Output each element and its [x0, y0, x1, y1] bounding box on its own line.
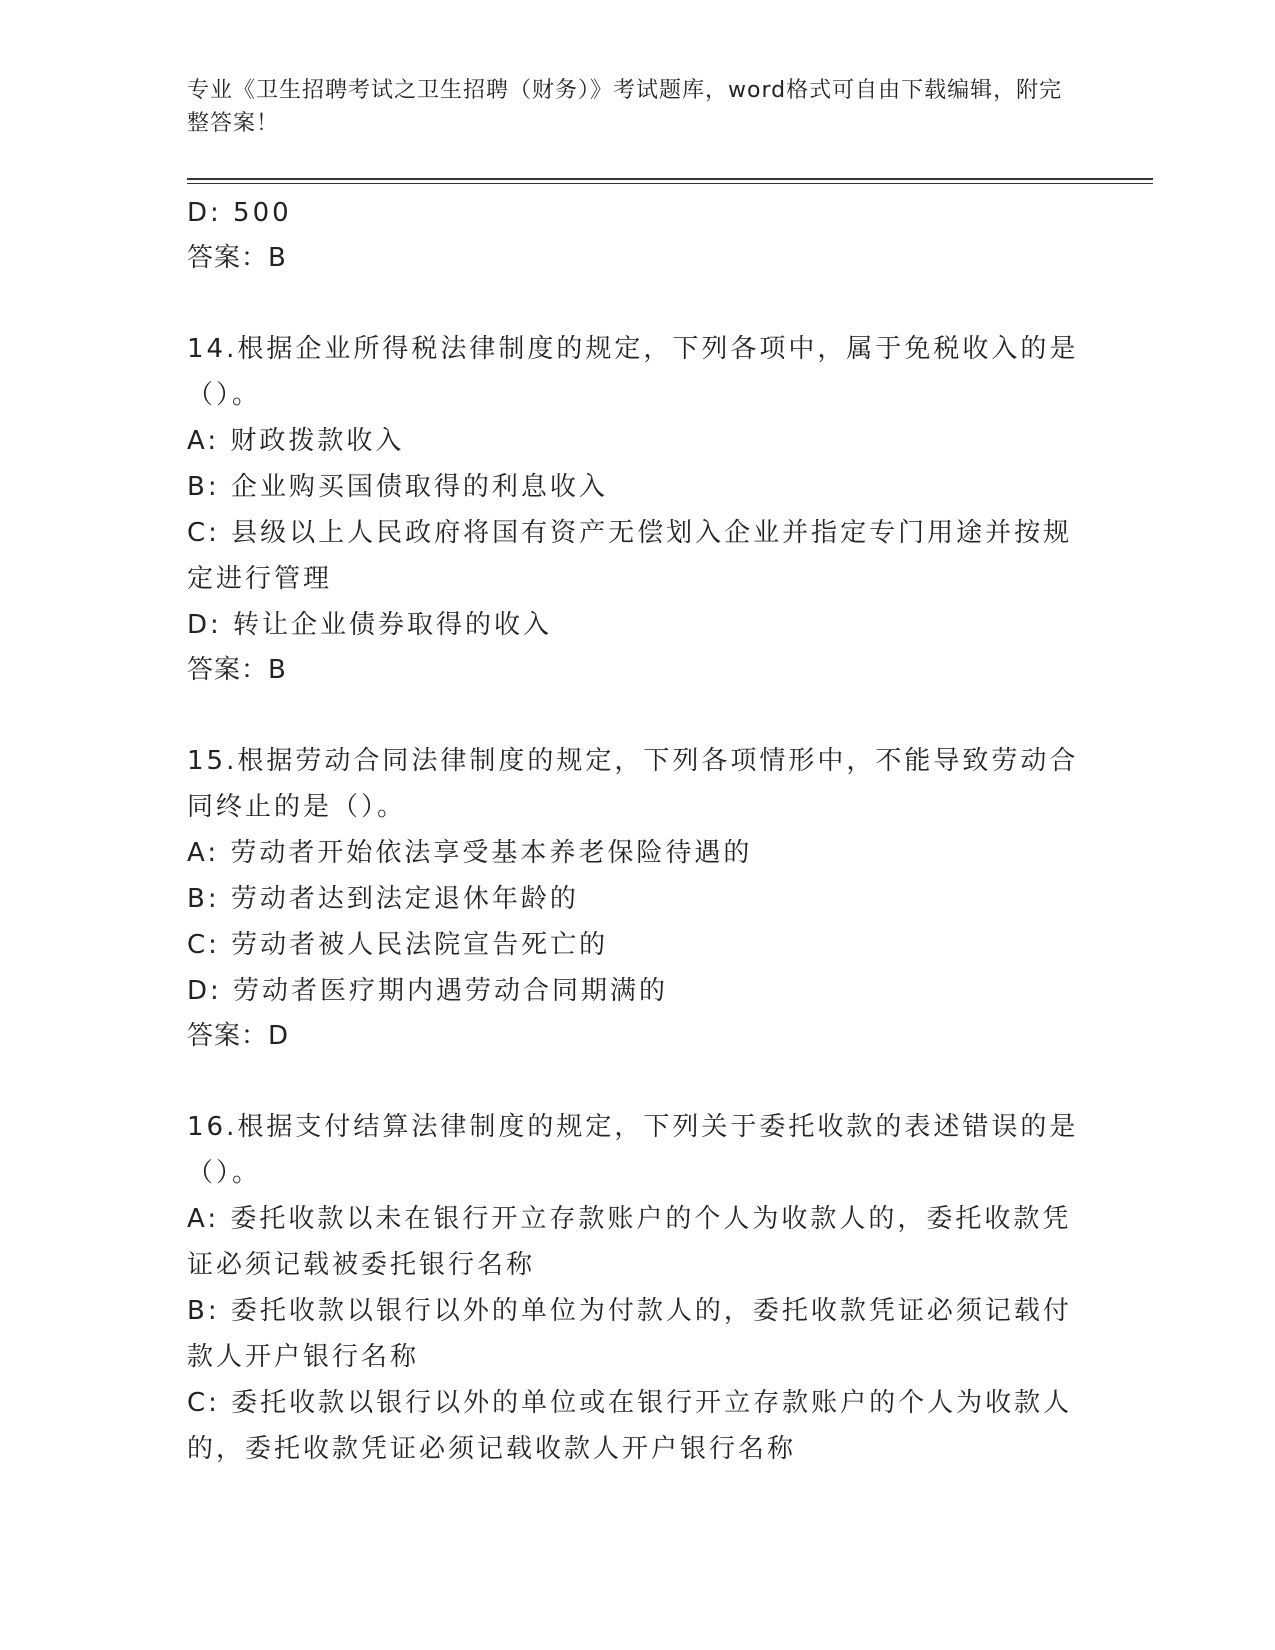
option-d: D: 劳动者医疗期内遇劳动合同期满的: [187, 976, 669, 1006]
option-a: A: 委托收款以未在银行开立存款账户的个人为收款人的，委托收款凭证必须记载被委托银行名称: [187, 1204, 1072, 1280]
option-d: D: 转让企业债券取得的收入: [187, 610, 553, 640]
question-stem: 14.根据企业所得税法律制度的规定，下列各项中，属于免税收入的是（）。: [187, 334, 1079, 410]
question-content: [187, 190, 1087, 1472]
prev-answer: 答案：B: [187, 243, 287, 273]
question-16: [187, 1104, 1087, 1472]
header-rule-thick: [187, 178, 1153, 180]
option-b: B: 委托收款以银行以外的单位为付款人的，委托收款凭证必须记载付款人开户银行名称: [187, 1296, 1072, 1372]
option-c: C: 委托收款以银行以外的单位或在银行开立存款账户的个人为收款人的，委托收款凭证必须记载收款人开户银行名称: [187, 1388, 1073, 1464]
option-c: C: 劳动者被人民法院宣告死亡的: [187, 930, 609, 960]
prev-option-d: D: 500: [187, 198, 292, 228]
question-stem: 15.根据劳动合同法律制度的规定，下列各项情形中，不能导致劳动合同终止的是（）。: [187, 746, 1079, 822]
question-14: [187, 326, 1087, 692]
option-c: C: 县级以上人民政府将国有资产无偿划入企业并指定专门用途并按规定进行管理: [187, 518, 1073, 594]
answer: 答案：B: [187, 655, 287, 685]
option-b: B: 劳动者达到法定退休年龄的: [187, 884, 579, 914]
question-15: [187, 738, 1087, 1058]
option-b: B: 企业购买国债取得的利息收入: [187, 472, 608, 502]
option-a: A: 劳动者开始依法享受基本养老保险待遇的: [187, 838, 753, 868]
header-rule-thin: [187, 183, 1153, 184]
document-header: 专业《卫生招聘考试之卫生招聘（财务）》考试题库，word格式可自由下载编辑，附完整答案！: [187, 78, 1063, 136]
question-stem: 16.根据支付结算法律制度的规定，下列关于委托收款的表述错误的是（）。: [187, 1112, 1079, 1188]
option-a: A: 财政拨款收入: [187, 426, 405, 456]
answer: 答案：D: [187, 1021, 290, 1051]
